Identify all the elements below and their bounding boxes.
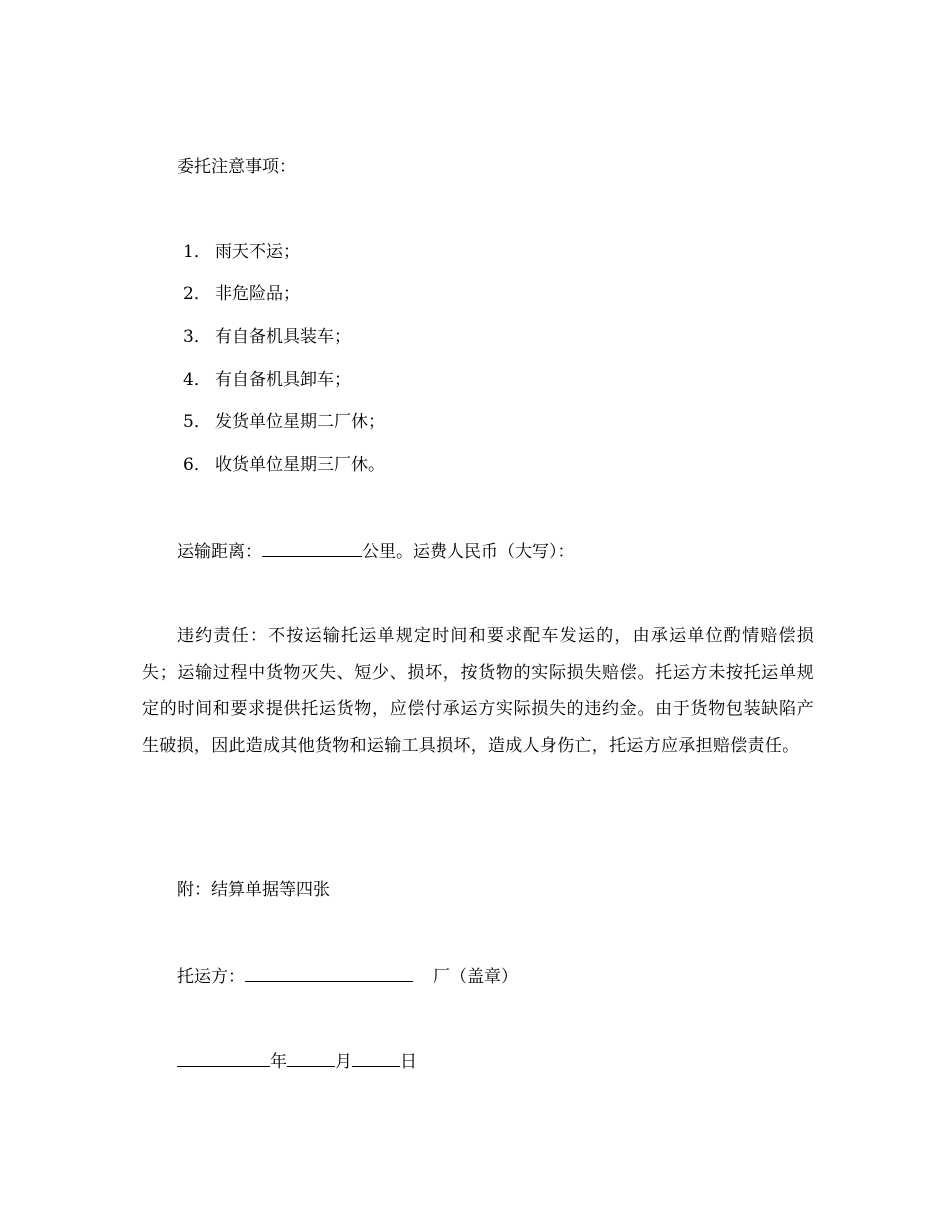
list-item bbox=[177, 327, 351, 347]
year-blank[interactable] bbox=[177, 1050, 270, 1067]
distance-blank[interactable] bbox=[262, 540, 362, 557]
list-item bbox=[177, 242, 300, 262]
list-item-number: 5． bbox=[183, 412, 211, 432]
list-item-number: 1． bbox=[183, 242, 211, 262]
attachment-line: 附：结算单据等四张 bbox=[177, 880, 330, 900]
consignor-suffix: 厂（盖章） bbox=[433, 967, 518, 987]
list-item bbox=[177, 284, 300, 304]
distance-line bbox=[177, 540, 575, 562]
notes-heading: 委托注意事项： bbox=[177, 157, 296, 177]
consignor-line bbox=[177, 965, 518, 987]
consignor-label: 托运方： bbox=[177, 967, 245, 987]
liability-paragraph: 违约责任：不按运输托运单规定时间和要求配车发运的，由承运单位酌情赔偿损失；运输过程中货物灭失、短少、损坏，按货物的实际损失赔偿。托运方未按托运单规定的时间和要求提供托运货物，应偿付承运方实际损失的违约金。由于货物包装缺陷产生破损，因此造成其他货物和运输工具损坏，造成人身伤亡，托运方应承担赔偿责任。 bbox=[142, 626, 814, 756]
list-item bbox=[177, 412, 385, 432]
distance-unit-text: 公里。运费人民币（大写）： bbox=[362, 542, 575, 562]
list-item-number: 3． bbox=[183, 327, 211, 347]
list-item bbox=[177, 455, 385, 475]
day-blank[interactable] bbox=[352, 1050, 400, 1067]
list-item-text: 雨天不运； bbox=[215, 242, 300, 262]
list-item-text: 非危险品； bbox=[215, 284, 300, 304]
month-blank[interactable] bbox=[287, 1050, 335, 1067]
distance-label: 运输距离： bbox=[177, 542, 262, 562]
list-item-number: 6． bbox=[183, 455, 211, 475]
list-item-text: 有自备机具卸车； bbox=[215, 370, 351, 390]
list-item bbox=[177, 370, 351, 390]
list-item-text: 有自备机具装车； bbox=[215, 327, 351, 347]
list-item-text: 发货单位星期二厂休； bbox=[215, 412, 385, 432]
list-item-text: 收货单位星期三厂休。 bbox=[215, 455, 385, 475]
month-label: 月 bbox=[335, 1052, 352, 1072]
consignor-blank[interactable] bbox=[245, 965, 413, 982]
year-label: 年 bbox=[270, 1052, 287, 1072]
day-label: 日 bbox=[400, 1052, 417, 1072]
date-line bbox=[177, 1050, 417, 1072]
list-item-number: 2． bbox=[183, 284, 211, 304]
list-item-number: 4． bbox=[183, 370, 211, 390]
